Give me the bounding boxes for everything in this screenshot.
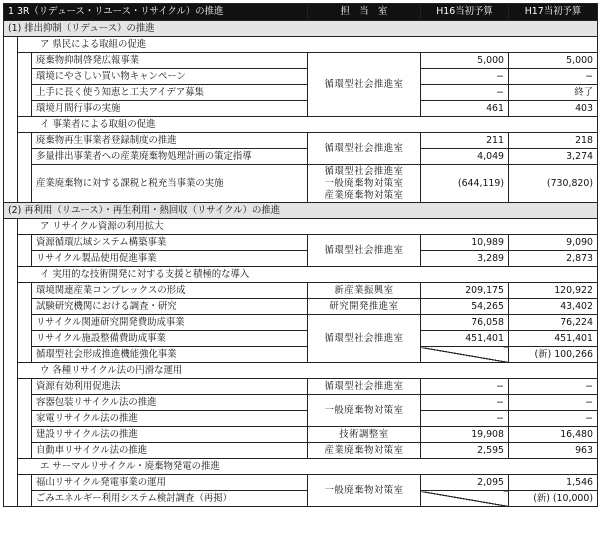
table-row — [4, 347, 598, 363]
item-name: 循環型社会形成推進機能強化事業 — [32, 347, 308, 363]
dept-line: 一般廃棄物対策室 — [324, 177, 404, 189]
h17-value: − — [509, 379, 598, 395]
table-row — [4, 133, 598, 149]
h17-value: 963 — [509, 443, 598, 459]
item-name: 環境にやさしい買い物キャンペーン — [32, 69, 308, 85]
item-name: 家電リサイクル法の推進 — [32, 411, 308, 427]
table-row — [4, 85, 598, 101]
h17-value: 1,546 — [509, 475, 598, 491]
dept-cell: 循環型社会推進室 — [308, 133, 421, 165]
header-dept: 担 当 室 — [308, 4, 421, 21]
table-row — [4, 331, 598, 347]
subsection-row — [4, 267, 598, 283]
item-name: リサイクル製品使用促進事業 — [32, 251, 308, 267]
h17-value: 5,000 — [509, 53, 598, 69]
item-name: ごみエネルギー利用システム検討調査（再掲） — [32, 491, 308, 507]
item-name: 産業廃棄物に対する課税と税充当事業の実施 — [32, 165, 308, 203]
h17-value: (新) 100,266 — [509, 347, 598, 363]
h16-value: 461 — [421, 101, 509, 117]
subsection-row — [4, 37, 598, 53]
h16-value: − — [421, 379, 509, 395]
item-name: 多量排出事業者への産業廃棄物処理計画の策定指導 — [32, 149, 308, 165]
h17-value: − — [509, 69, 598, 85]
h17-value: 3,274 — [509, 149, 598, 165]
item-name: 環境月間行事の実施 — [32, 101, 308, 117]
item-name: 自動車リサイクル法の推進 — [32, 443, 308, 459]
table-row — [4, 165, 598, 203]
section-row — [4, 203, 598, 219]
h16-value: 54,265 — [421, 299, 509, 315]
table-row — [4, 379, 598, 395]
table-row — [4, 443, 598, 459]
h16-value: 211 — [421, 133, 509, 149]
h17-value: 2,873 — [509, 251, 598, 267]
h17-value: (新) (10,000) — [509, 491, 598, 507]
h16-value: 5,000 — [421, 53, 509, 69]
section-row — [4, 21, 598, 37]
item-name: 福山リサイクル発電事業の運用 — [32, 475, 308, 491]
subsection-title: イ 実用的な技術開発に対する支援と積極的な導入 — [18, 267, 598, 283]
h17-value: − — [509, 411, 598, 427]
h16-value: 2,095 — [421, 475, 509, 491]
h17-value: 76,224 — [509, 315, 598, 331]
h17-value: 9,090 — [509, 235, 598, 251]
table-row — [4, 395, 598, 411]
item-name: リサイクル関連研究開発費助成事業 — [32, 315, 308, 331]
dept-cell: 新産業振興室 — [308, 283, 421, 299]
h17-value: 120,922 — [509, 283, 598, 299]
h16-value: − — [421, 395, 509, 411]
dept-cell: 循環型社会推進室 — [308, 53, 421, 117]
section-title: (2) 再利用（リユース）・再生利用・熱回収（リサイクル）の推進 — [4, 203, 598, 219]
table-row — [4, 411, 598, 427]
subsection-title: ア 県民による取組の促進 — [18, 37, 598, 53]
h16-value: 19,908 — [421, 427, 509, 443]
dept-cell: 一般廃棄物対策室 — [308, 475, 421, 507]
table-row — [4, 69, 598, 85]
dept-line: 産業廃棄物対策室 — [324, 189, 404, 201]
h17-value: 403 — [509, 101, 598, 117]
h17-value: 218 — [509, 133, 598, 149]
h16-value: 209,175 — [421, 283, 509, 299]
h16-value: (644,119) — [421, 165, 509, 203]
subsection-title: ウ 各種リサイクル法の円滑な運用 — [18, 363, 598, 379]
h16-value: 451,401 — [421, 331, 509, 347]
subsection-row — [4, 117, 598, 133]
table-row — [4, 235, 598, 251]
item-name: 廃棄物再生事業者登録制度の推進 — [32, 133, 308, 149]
dept-cell: 一般廃棄物対策室 — [308, 395, 421, 427]
h17-value: 16,480 — [509, 427, 598, 443]
item-name: リサイクル施設整備費助成事業 — [32, 331, 308, 347]
h16-value: 3,289 — [421, 251, 509, 267]
table-row — [4, 149, 598, 165]
dept-cell: 循環型社会推進室 — [308, 235, 421, 267]
h16-value: 76,058 — [421, 315, 509, 331]
budget-table — [3, 3, 597, 507]
h16-value: − — [421, 85, 509, 101]
item-name: 環境関連産業コンプレックスの形成 — [32, 283, 308, 299]
item-name: 試験研究機関における調査・研究 — [32, 299, 308, 315]
h17-value: 終了 — [509, 85, 598, 101]
item-name: 資源有効利用促進法 — [32, 379, 308, 395]
h16-value: − — [421, 69, 509, 85]
item-name: 廃棄物抑制啓発広報事業 — [32, 53, 308, 69]
dept-cell: 産業廃棄物対策室 — [308, 443, 421, 459]
table-row — [4, 475, 598, 491]
table-row — [4, 427, 598, 443]
h16-value: 10,989 — [421, 235, 509, 251]
h17-value: − — [509, 395, 598, 411]
h16-value: 4,049 — [421, 149, 509, 165]
h17-value: 43,402 — [509, 299, 598, 315]
h16-value — [421, 491, 509, 507]
subsection-row — [4, 219, 598, 235]
h16-value — [421, 347, 509, 363]
header-h17: H17当初予算 — [509, 4, 598, 21]
dept-cell — [308, 165, 421, 203]
table-row — [4, 53, 598, 69]
table-row — [4, 299, 598, 315]
dept-cell: 技術調整室 — [308, 427, 421, 443]
item-name: 上手に長く使う知恵と工夫アイデア募集 — [32, 85, 308, 101]
h17-value: 451,401 — [509, 331, 598, 347]
section-title: (1) 排出抑制（リデュース）の推進 — [4, 21, 598, 37]
dept-cell: 循環型社会推進室 — [308, 379, 421, 395]
item-name: 建設リサイクル法の推進 — [32, 427, 308, 443]
subsection-row — [4, 459, 598, 475]
table-row — [4, 251, 598, 267]
h16-value: 2,595 — [421, 443, 509, 459]
item-name: 資源循環広域システム構築事業 — [32, 235, 308, 251]
item-name: 容器包装リサイクル法の推進 — [32, 395, 308, 411]
table-row — [4, 315, 598, 331]
dept-cell: 研究開発推進室 — [308, 299, 421, 315]
subsection-title: ア リサイクル資源の利用拡大 — [18, 219, 598, 235]
dept-cell: 循環型社会推進室 — [308, 315, 421, 363]
table-row — [4, 283, 598, 299]
subsection-title: イ 事業者による取組の促進 — [18, 117, 598, 133]
header-row — [4, 4, 598, 21]
header-item: 1 3R（リデュース・リユース・リサイクル）の推進 — [4, 4, 308, 21]
table-row — [4, 101, 598, 117]
table-row — [4, 491, 598, 507]
subsection-title: エ サーマルリサイクル・廃棄物発電の推進 — [18, 459, 598, 475]
h16-value: − — [421, 411, 509, 427]
header-h16: H16当初予算 — [421, 4, 509, 21]
dept-line: 循環型社会推進室 — [324, 165, 404, 177]
h17-value: (730,820) — [509, 165, 598, 203]
subsection-row — [4, 363, 598, 379]
